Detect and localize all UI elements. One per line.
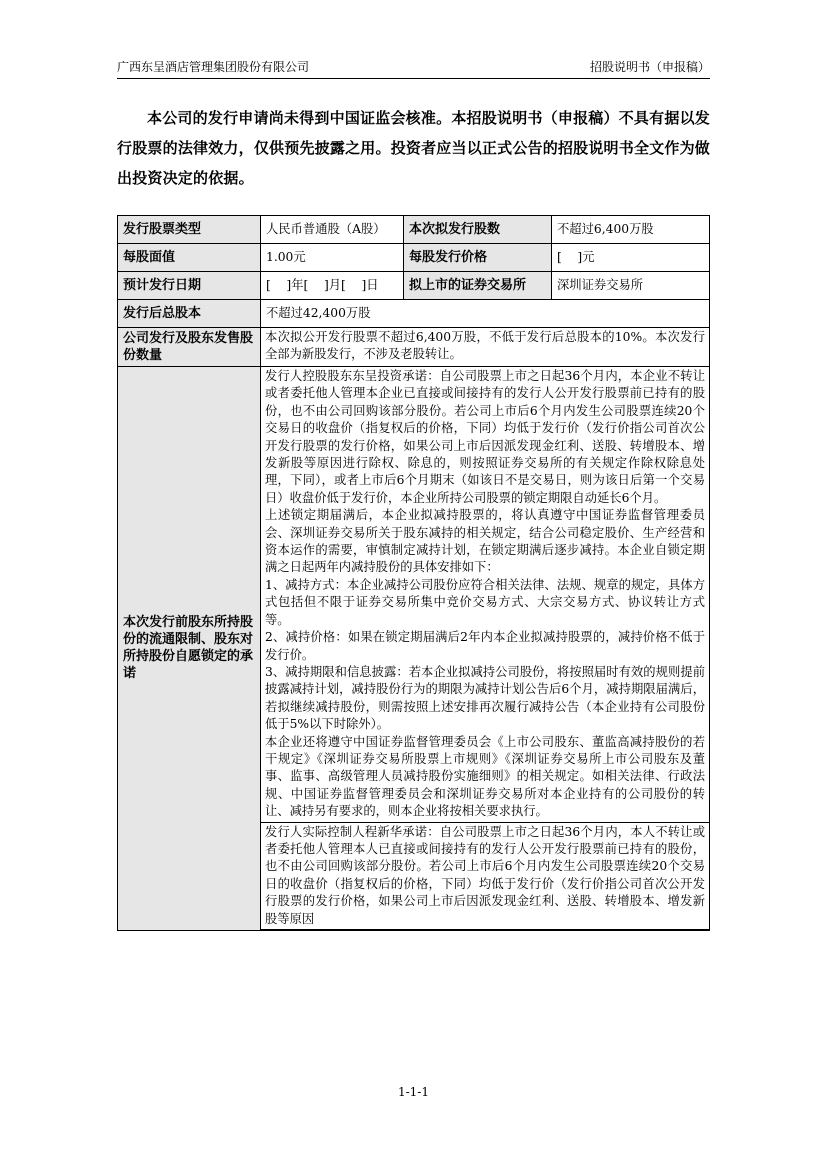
disclaimer-notice: 本公司的发行申请尚未得到中国证监会核准。本招股说明书（申报稿）不具有据以发行股票的法律效力，仅供预先披露之用。投资者应当以正式公告的招股说明书全文作为做出投资决定的依据。 [117, 109, 710, 187]
value-shares-to-issue: 不超过6,400万股 [552, 216, 710, 244]
actual-controller-commitment [261, 822, 710, 930]
label-lockup-commitments: 本次发行前股东所持股份的流通限制、股东对所持股份自愿锁定的承诺 [118, 367, 261, 931]
commitment-paragraph: 发行人控股股东东呈投资承诺：自公司股票上市之日起36个月内，本企业不转让或者委托他人管理本企业已直接或间接持有的发行人公开发行股票前已持有的股份，也不由公司回购该部分股份。若公司上市后6个月内发生公司股票连续20个交易日的收盘价（指复权后的价格，下同）均低于发行价（发行价指公司首次公开发行股票的发行价格，如果公司上市后因派发现金红利、送股、转增股本、增发新股等原因进行除权、除息的，则按照证券交易所的有关规定作除权除息处理，下同），或者上市后6个月期末（如该日不是交易日，则为该日后第一个交易日）收盘价低于发行价，本企业所持公司股票的锁定期限自动延长6个月。 [265, 369, 705, 505]
commitment-paragraph: 2、减持价格：如果在锁定期届满后2年内本企业拟减持股票的，减持价格不低于发行价。 [265, 630, 705, 662]
table-row [118, 328, 710, 367]
value-issue-price: [ ]元 [552, 244, 710, 272]
label-par-value: 每股面值 [118, 244, 261, 272]
label-shares-to-issue: 本次拟发行股数 [404, 216, 552, 244]
commitment-paragraph: 本企业还将遵守中国证券监督管理委员会《上市公司股东、董监高减持股份的若干规定》《深圳证券交易所股票上市规则》《深圳证券交易所上市公司股东及董事、监事、高级管理人员减持股份实施细则》的相关规定。如相关法律、行政法规、中国证券监督管理委员会和深圳证券交易所对本企业持有的公司股份的转让、减持另有要求的，则本企业将按相关要求执行。 [265, 734, 705, 819]
value-issue-date: [ ]年[ ]月[ ]日 [261, 272, 404, 300]
label-stock-type: 发行股票类型 [118, 216, 261, 244]
commitment-paragraph: 发行人实际控制人程新华承诺：自公司股票上市之日起36个月内，本人不转让或者委托他人管理本人已直接或间接持有的发行人公开发行股票前已持有的股份，也不由公司回购该部分股份。若公司上市后6个月内发生公司股票连续20个交易日的收盘价（指复权后的价格，下同）均低于发行价（发行价指公司首次公开发行股票的发行价格，如果公司上市后因派发现金红利、送股、转增股本、增发新股等原因 [265, 824, 705, 926]
value-stock-type: 人民币普通股（A股） [261, 216, 404, 244]
label-issue-date: 预计发行日期 [118, 272, 261, 300]
table-row [118, 300, 710, 328]
value-par-value: 1.00元 [261, 244, 404, 272]
header-document-type: 招股说明书（申报稿） [589, 60, 710, 74]
table-row [118, 244, 710, 272]
value-total-shares: 不超过42,400万股 [261, 300, 710, 328]
value-offering-quantity: 本次拟公开发行股票不超过6,400万股，不低于发行后总股本的10%。本次发行全部为新股发行，不涉及老股转让。 [261, 328, 710, 367]
label-total-shares: 发行后总股本 [118, 300, 261, 328]
header-company-name: 广西东呈酒店管理集团股份有限公司 [117, 60, 310, 74]
table-row [118, 272, 710, 300]
commitment-paragraph: 1、减持方式：本企业减持公司股份应符合相关法律、法规、规章的规定，具体方式包括但不限于证券交易所集中竞价交易方式、大宗交易方式、协议转让方式等。 [265, 577, 705, 627]
label-issue-price: 每股发行价格 [404, 244, 552, 272]
page-header [117, 56, 710, 79]
controlling-shareholder-commitment [261, 367, 710, 823]
table-row [118, 367, 710, 823]
page-number: 1-1-1 [397, 1085, 429, 1099]
commitment-paragraph: 上述锁定期届满后，本企业拟减持股票的，将认真遵守中国证券监督管理委员会、深圳证券交易所关于股东减持的相关规定，结合公司稳定股价、生产经营和资本运作的需要，审慎制定减持计划，在锁定期满后逐步减持。本企业自锁定期满之日起两年内减持股份的具体安排如下： [265, 508, 705, 575]
table-row [118, 216, 710, 244]
commitment-paragraph: 3、减持期限和信息披露：若本企业拟减持公司股份，将按照届时有效的规则提前披露减持计划，减持股份行为的期限为减持计划公告后6个月，减持期限届满后，若拟继续减持股份，则需按照上述安排再次履行减持公告（本企业持有公司股份低于5%以下时除外）。 [265, 664, 705, 732]
offering-info-table [117, 215, 710, 931]
label-stock-exchange: 拟上市的证券交易所 [404, 272, 552, 300]
label-offering-quantity: 公司发行及股东发售股份数量 [118, 328, 261, 367]
value-stock-exchange: 深圳证券交易所 [552, 272, 710, 300]
